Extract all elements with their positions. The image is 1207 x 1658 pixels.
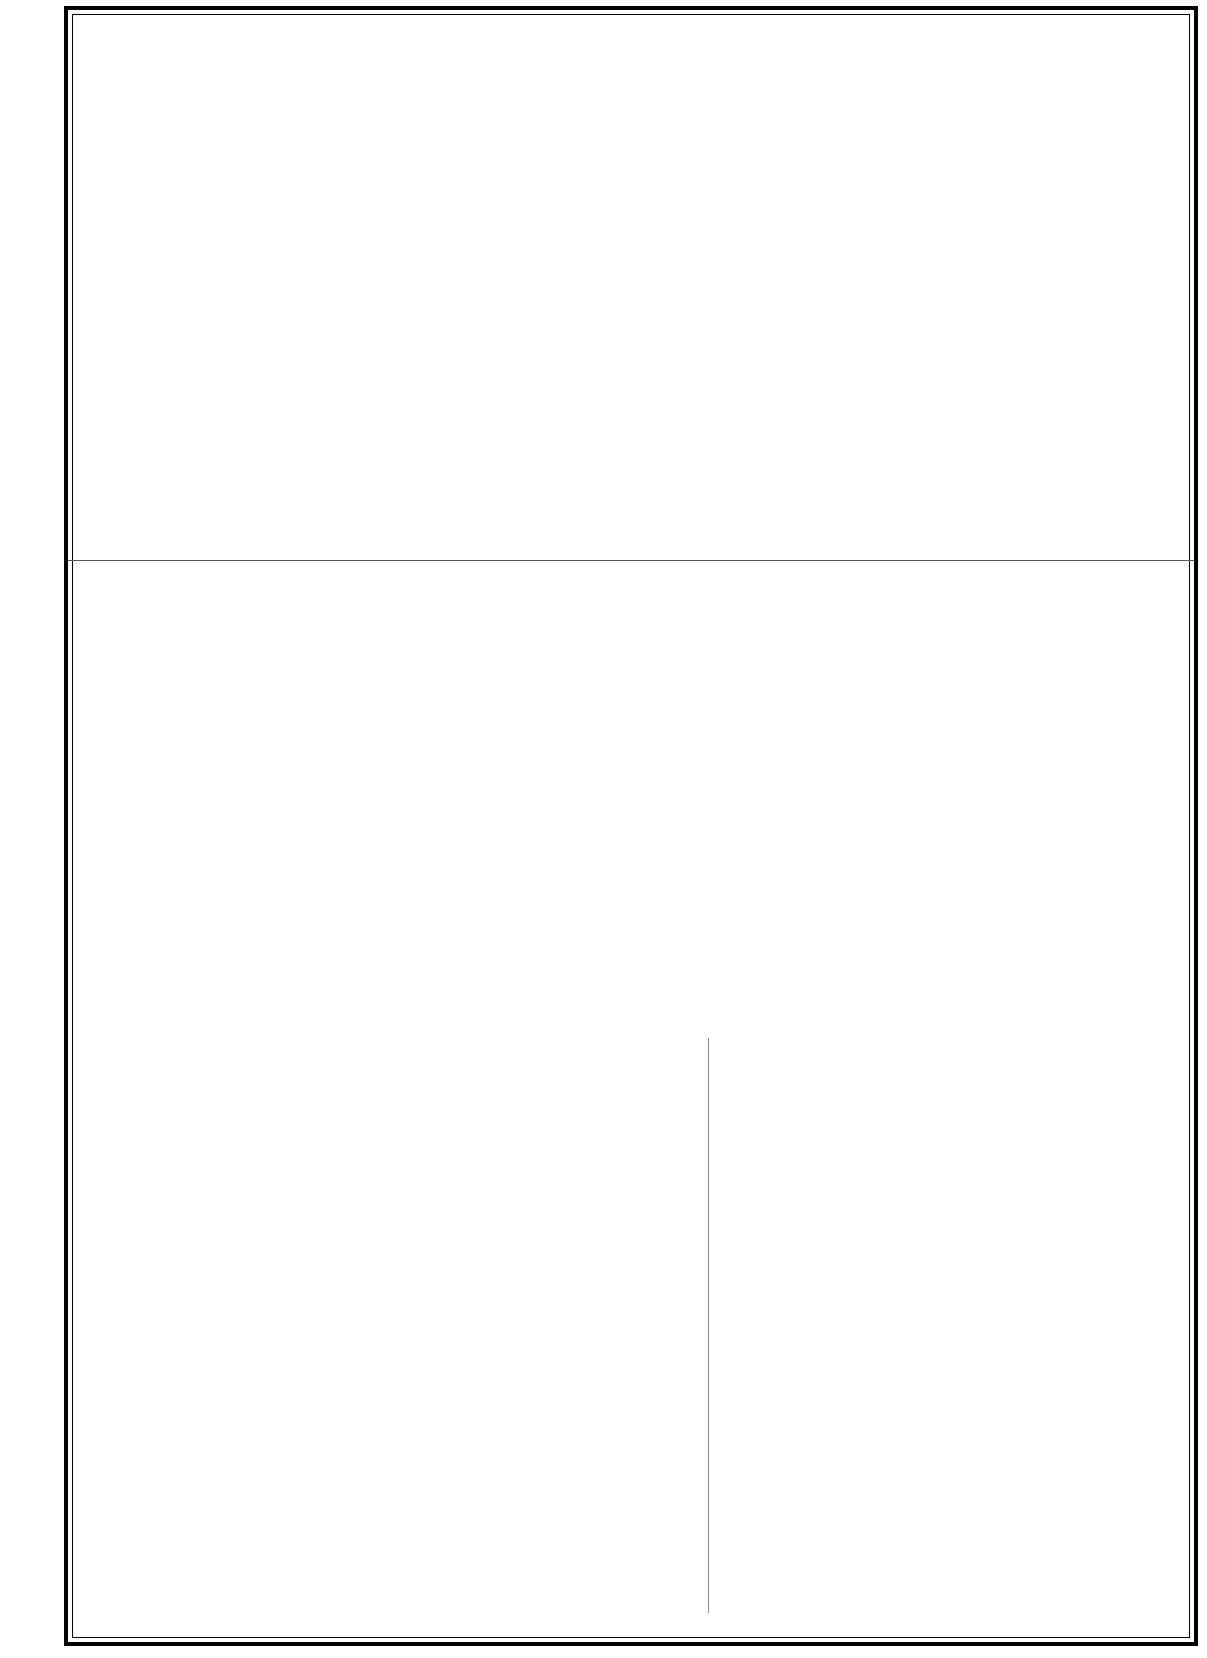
half-divider xyxy=(68,560,1194,561)
lower-column-split xyxy=(708,1038,709,1613)
page-inner-border xyxy=(72,14,1190,1638)
page-frame xyxy=(64,6,1198,1646)
